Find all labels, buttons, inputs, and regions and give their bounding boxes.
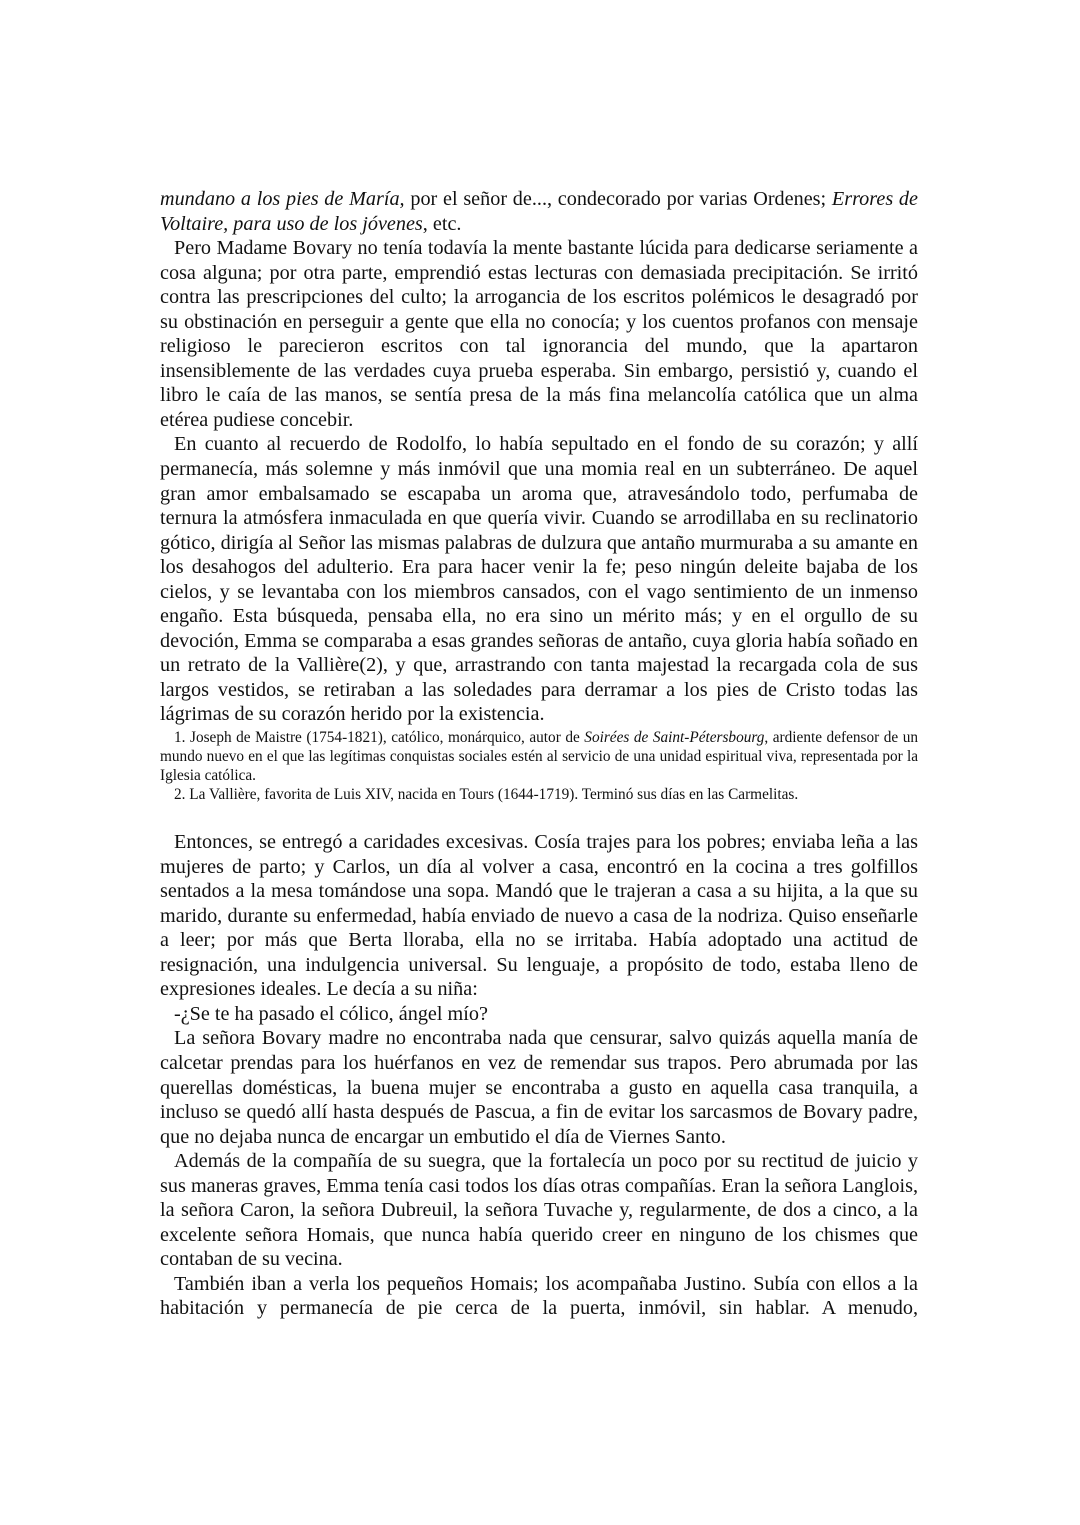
paragraph: Además de la compañía de su suegra, que la fortalecía un poco por su rectitud de juicio y sus maneras graves, Emma tenía casi todos los días otras compañías. Eran la señora Langlois, la señora Caron, la señora Dubreuil, la señora Tuvache y, regularmente, de dos a cinco, a la excelente señora Homais, que nunca había querido creer en ninguno de los chismes que contaban de su vecina. [160,1150,918,1271]
dialogue-line: -¿Se te ha pasado el cólico, ángel mío? [174,1002,488,1025]
paragraph: Pero Madame Bovary no tenía todavía la mente bastante lúcida para dedicarse seriamente a cosa alguna; por otra parte, emprendió estas lecturas con demasiada precipitación. Se irritó contra las prescripciones del culto; la arrogancia de los escritos polémicos le desagradó por su obstinación en perseguir a gente que ella no conocía; y los cuentos profanos con mensaje religioso le parecieron escritos con tal ignorancia del mundo, que la apartaron insensiblemente de las verdades cuya prueba esperaba. Sin embargo, persistió y, cuando el libro le caía de las manos, se sentía presa de la más fina melancolía católica que un alma etérea pudiese concebir. [160,237,918,431]
footnote-italic-title: Soirées de Saint-Pétersbourg [584,729,765,747]
document-page [160,187,918,1321]
footnote-1 [160,728,918,785]
paragraph: En cuanto al recuerdo de Rodolfo, lo había sepultado en el fondo de su corazón; y allí permanecía, más solemne y más inmóvil que una momia real en un subterráneo. De aquel gran amor embalsamado se escapaba un aroma que, atravesándolo todo, perfumaba de ternura la atmósfera inmaculada en que quería vivir. Cuando se arrodillaba en su reclinatorio gótico, dirigía al Señor las mismas palabras de dulzura que antaño murmuraba a su amante en los desahogos del adulterio. Era para hacer venir la fe; peso ningún deleite bajaba de los cielos, y se levantaba con los miembros cansados, con el vago sentimiento de un inmenso engaño. Esta búsqueda, pensaba ella, no era sino un mérito más; y en el orgullo de su devoción, Emma se comparaba a esas grandes señoras de antaño, cuya gloria había soñado en un retrato de la Vallière(2), y que, arrastrando con tanta majestad la recargada cola de sus largos vestidos, se retiraban a las soledades para derramar a los pies de Cristo todas las lágrimas de su corazón herido por la existencia. [160,433,918,726]
paragraph-continues: También iban a verla los pequeños Homais; los acompañaba Justino. Subía con ellos a la habitación y permanecía de pie cerca de la puerta, inmóvil, sin hablar. A menudo, [160,1272,918,1320]
book-title-italic: Errores de Voltaire, para uso de los jóvenes [160,188,918,235]
footnote-text: , ardiente defensor de un mundo nuevo en el que las legítimas conquistas sociales estén al servicio de una unidad espiritual viva, representada por la Iglesia católica. [160,729,919,785]
text-span: , etc. [422,212,462,235]
section-gap [160,804,918,830]
footnote-2: 2. La Vallière, favorita de Luis XIV, nacida en Tours (1644-1719). Terminó sus días en las Carmelitas. [174,786,799,804]
footnote-text: 1. Joseph de Maistre (1754-1821), católico, monárquico, autor de [174,729,585,747]
footnotes [160,728,918,804]
book-title-italic: mundano a los pies de María, [160,188,405,210]
text-span: por el señor de..., condecorado por varias Ordenes; [404,188,832,210]
paragraph: Entonces, se entregó a caridades excesivas. Cosía trajes para los pobres; enviaba leña a las mujeres de parto; y Carlos, un día al volver a casa, encontró en la cocina a tres golfillos sentados a la mesa tomándose una sopa. Mandó que le trajeran a casa a su hijita, a la que su marido, durante su enfermedad, había enviado de nuevo a casa de la nodriza. Quiso enseñarle a leer; por más que Berta lloraba, ella no se irritaba. Había adoptado una actitud de resignación, una indulgencia universal. Su lenguaje, a propósito de todo, estaba lleno de expresiones ideales. Le decía a su niña: [160,831,918,1001]
paragraph: La señora Bovary madre no encontraba nada que censurar, salvo quizás aquella manía de calcetar prendas para los huérfanos en vez de remendar sus trapos. Pero abrumada por las querellas domésticas, la buena mujer se encontraba a gusto en aquella casa tranquila, a incluso se quedó allí hasta después de Pascua, a fin de evitar los sarcasmos de Bovary padre, que no dejaba nunca de encargar un embutido el día de Viernes Santo. [160,1027,918,1148]
continuation-paragraph [160,187,918,236]
